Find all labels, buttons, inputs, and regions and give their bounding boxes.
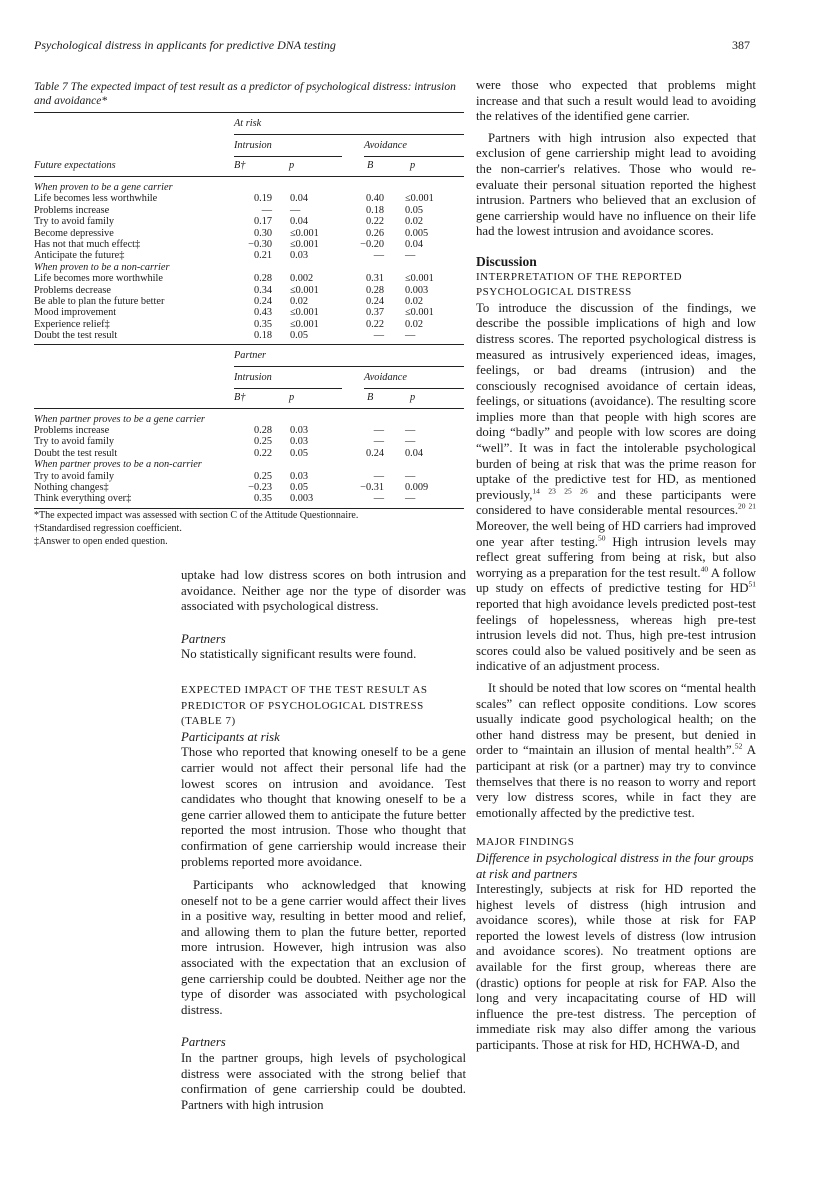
- table-rule: [34, 176, 464, 177]
- table-rule: [234, 134, 464, 135]
- intrusion-p: 0.002: [290, 273, 314, 285]
- table-rule: [234, 388, 342, 389]
- table-row-label: Problems increase: [34, 425, 110, 436]
- running-header: [34, 38, 750, 53]
- footnote-2: †Standardised regression coefficient.: [34, 523, 182, 534]
- running-title: Psychological distress in applicants for predictive DNA testing: [34, 38, 336, 52]
- avoidance-b: 0.18: [365, 204, 384, 216]
- table-row-label: Problems increase: [34, 204, 110, 216]
- interpretation-heading: INTERPRETATION OF THE REPORTED PSYCHOLOGICAL DISTRESS: [476, 270, 683, 299]
- intrusion-p: 0.05: [290, 482, 309, 493]
- avoidance-p: 0.02: [405, 296, 424, 307]
- table-group-title: When proven to be a gene carrier: [34, 182, 173, 193]
- avoidance-p: —: [405, 250, 416, 262]
- avoidance-b: 0.40: [365, 193, 384, 205]
- paragraph: Interestingly, subjects at risk for HD reported the highest levels of distress (high intrusion and avoidance scores), while those at risk for FAP reported the lowest levels of distress (low intrusion and avoidance scores). No treatment options are available for the first group, whereas there are (drastic) options for people at risk for FAP. Also the long and very incapacitating course of HD will influence the pre-test distress. The perception of immediate risk may also differ among the various participants. Those at risk for HD, HCHWA-D, and: [476, 882, 756, 1053]
- table-row-label: Doubt the test result: [34, 447, 118, 459]
- paragraph: To introduce the discussion of the findings, we describe the possible implications of high and low distress scores. The reported psychological distress is measured as intrusively experienced ideas, images, feelings, or bad dreams (intrusion) and the consciously recognised avoidance of certain ideas, feelings, or situations (avoidance). The resulting score implies more than that people with high scores are doing “badly” and people with low scores are doing “well”. It was in fact the intolerable psychological burden of being at risk that was the prime reason for uptake of the predictive test for HD, as mentioned previously,$^{14 23 25 26}$ and these participants were considered to have considerable mental resources.$^{20 21}$ Moreover, the well being of HD carriers had improved one year after testing.$^{50}$ High intrusion levels may reflect great suffering from being at risk, but also worrying as a preparation for the test result.$^{40}$ A follow up study on effects of predictive testing for HD$^{51}$ reported that high avoidance levels predicted post-test feelings of hopelessness, whereas high pre-test intrusion levels did not. Thus, high pre-test intrusion scores could also be valued positively and be seen as indicative of an adjustment process.: [476, 300, 757, 674]
- intrusion-p: ≤0.001: [290, 307, 319, 319]
- avoidance-p: 0.05: [405, 204, 424, 216]
- footnote-1: *The expected impact was assessed with section C of the Attitude Questionnaire.: [34, 510, 359, 521]
- intrusion-b: 0.17: [253, 216, 272, 228]
- p-header: p: [410, 160, 416, 171]
- subheading-partners-2: Partners: [181, 1035, 226, 1050]
- table-group-title: When proven to be a non-carrier: [34, 261, 170, 273]
- table-rule: [34, 508, 464, 509]
- avoidance-p: ≤0.001: [405, 193, 434, 205]
- paragraph: were those who expected that problems might increase and that such a result would lead to avoiding the relatives of the identified gene carrier.: [476, 78, 756, 124]
- avoidance-b: —: [373, 436, 384, 448]
- avoidance-p: —: [405, 425, 416, 436]
- intrusion-b: 0.18: [253, 330, 272, 342]
- table-rule: [364, 156, 464, 157]
- paragraph: It should be noted that low scores on “mental health scales” can reflect opposite conditions. Low scores usually indicate good psychological health; on the other hand distress may be present, but denied in order to “maintain an illusion of mental health”.$^{52}$ A participant at risk (or a partner) may try to convince themselves that there is no reason to worry and report very low distress scores, while in fact they are emotionally affected by the predictive test.: [476, 680, 756, 820]
- avoidance-b: 0.24: [365, 296, 384, 307]
- major-findings-heading: MAJOR FINDINGS: [476, 836, 575, 849]
- right-column: [476, 78, 756, 1054]
- table-rule: [364, 388, 464, 389]
- intrusion-p: 0.03: [290, 436, 309, 448]
- avoidance-p: ≤0.001: [405, 307, 434, 319]
- table-row-label: Experience relief‡: [34, 318, 110, 330]
- intrusion-p: 0.02: [290, 296, 309, 307]
- avoidance-p: 0.02: [405, 216, 424, 228]
- intrusion-p: 0.03: [290, 470, 309, 482]
- table-row-label: Life becomes less worthwhile: [34, 193, 158, 205]
- intrusion-b: −0.23: [248, 482, 272, 493]
- avoidance-b: −0.31: [360, 482, 384, 493]
- avoidance-b: 0.28: [365, 284, 384, 296]
- group-header: At risk: [234, 118, 262, 129]
- avoidance-p: 0.04: [405, 239, 424, 250]
- intrusion-b: 0.24: [253, 296, 272, 307]
- intrusion-b: 0.35: [253, 318, 272, 330]
- intrusion-b: 0.43: [253, 307, 272, 319]
- page-number: 387: [732, 38, 750, 52]
- intrusion-p: —: [290, 204, 301, 216]
- table-group-title: When partner proves to be a non-carrier: [34, 459, 202, 471]
- intrusion-p: ≤0.001: [290, 284, 319, 296]
- avoidance-b: 0.24: [365, 447, 384, 459]
- intrusion-p: 0.003: [290, 493, 314, 505]
- intrusion-p: ≤0.001: [290, 239, 319, 250]
- p-header: p: [289, 391, 295, 403]
- paragraph: No statistically significant results were found.: [181, 647, 417, 662]
- avoidance-p: 0.02: [405, 318, 424, 330]
- table-row-label: Anticipate the future‡: [34, 250, 125, 262]
- section-heading: EXPECTED IMPACT OF THE TEST RESULT AS PREDICTOR OF PSYCHOLOGICAL DISTRESS (TABLE 7): [181, 683, 428, 728]
- table-row-label: Nothing changes‡: [34, 482, 109, 493]
- avoidance-b: 0.31: [365, 273, 384, 285]
- subheading-partners: Partners: [181, 631, 226, 646]
- intrusion-p: 0.04: [290, 216, 309, 228]
- table-row-label: Doubt the test result: [34, 330, 118, 342]
- intrusion-p: ≤0.001: [290, 318, 319, 330]
- intrusion-b: 0.21: [253, 250, 272, 262]
- table-row-label: Life becomes more worthwhile: [34, 273, 163, 285]
- avoidance-p: —: [405, 493, 416, 505]
- avoidance-p: —: [405, 330, 416, 342]
- footnote-3: ‡Answer to open ended question.: [34, 536, 168, 547]
- avoidance-b: −0.20: [360, 239, 384, 250]
- intrusion-header: Intrusion: [234, 371, 272, 383]
- paragraph: Partners with high intrusion also expected that exclusion of gene carriership might lead to avoiding the non-carrier's relatives. Those who would re-evaluate their personal situation reported the highest intrusion. Partners who believed that an exclusion of gene carriership would have no influence on their life had the lowest intrusion and avoidance scores.: [476, 130, 756, 239]
- avoidance-b: —: [373, 330, 384, 342]
- discussion-heading: Discussion: [476, 253, 537, 269]
- avoidance-p: 0.04: [405, 447, 424, 459]
- intrusion-b: 0.25: [253, 470, 272, 482]
- table-row-label: Become depressive: [34, 227, 114, 239]
- avoidance-b: 0.26: [365, 227, 384, 239]
- table-row-label: Mood improvement: [34, 307, 117, 319]
- table-row-label: Problems decrease: [34, 284, 111, 296]
- intrusion-b: 0.28: [253, 425, 272, 436]
- b-header: B: [367, 391, 374, 403]
- intrusion-b: 0.35: [253, 493, 272, 505]
- intrusion-b: 0.34: [253, 284, 272, 296]
- intrusion-b: —: [261, 204, 272, 216]
- table-group-title: When partner proves to be a gene carrier: [34, 413, 205, 425]
- avoidance-header: Avoidance: [364, 371, 407, 383]
- avoidance-b: —: [373, 493, 384, 505]
- b-dagger-header: B†: [234, 391, 246, 403]
- avoidance-p: —: [405, 470, 416, 482]
- avoidance-b: 0.22: [365, 216, 384, 228]
- table-row-label: Try to avoid family: [34, 436, 114, 448]
- avoidance-p: —: [405, 436, 416, 448]
- intrusion-b: −0.30: [248, 239, 272, 250]
- avoidance-p: ≤0.001: [405, 273, 434, 285]
- intrusion-b: 0.28: [253, 273, 272, 285]
- difference-heading: Difference in psychological distress in the four groups at risk and partners: [476, 850, 754, 881]
- avoidance-b: —: [373, 470, 384, 482]
- intrusion-p: 0.05: [290, 447, 309, 459]
- table-rule: [34, 408, 464, 409]
- intrusion-b: 0.25: [253, 436, 272, 448]
- avoidance-b: 0.37: [365, 307, 384, 319]
- avoidance-b: 0.22: [365, 318, 384, 330]
- avoidance-p: 0.003: [405, 284, 429, 296]
- table-row-label: Try to avoid family: [34, 470, 114, 482]
- paragraph: In the partner groups, high levels of psychological distress were associated with the strong belief that confirmation of gene carriership could be doubted. Partners with high intrusion: [181, 1051, 466, 1112]
- intrusion-b: 0.30: [253, 227, 272, 239]
- avoidance-b: —: [373, 425, 384, 436]
- avoidance-b: —: [373, 250, 384, 262]
- table-rule: [34, 344, 464, 345]
- intrusion-header: Intrusion: [234, 140, 272, 151]
- intrusion-p: 0.03: [290, 425, 309, 436]
- table-rule: [234, 366, 464, 367]
- table-row-label: Think everything over‡: [34, 493, 132, 505]
- intrusion-p: 0.04: [290, 193, 309, 205]
- avoidance-header: Avoidance: [364, 140, 407, 151]
- paragraph: Participants who acknowledged that knowing oneself not to be a gene carrier would affect their lives in a positive way, resulting in better mood and relief, and allowing them to plan the future better, reported more intrusion. However, high intrusion was also associated with the expectation that an exclusion of gene carriership could be doubted. Neither age nor the type of disorder was associated with psychological distress.: [181, 878, 466, 1017]
- b-header: B: [367, 160, 374, 171]
- p-header: p: [410, 391, 416, 403]
- intrusion-b: 0.19: [253, 193, 272, 205]
- avoidance-p: 0.005: [405, 227, 429, 239]
- future-expectations-header: Future expectations: [34, 160, 116, 171]
- subheading-participants: Participants at risk: [181, 729, 280, 744]
- table-row-label: Try to avoid family: [34, 216, 114, 228]
- paragraph: uptake had low distress scores on both intrusion and avoidance. Neither age nor the type of disorder was associated with psychological distress.: [181, 568, 466, 614]
- avoidance-p: 0.009: [405, 482, 429, 493]
- b-dagger-header: B†: [234, 160, 246, 171]
- p-header: p: [289, 160, 295, 171]
- intrusion-p: ≤0.001: [290, 227, 319, 239]
- table-row-label: Be able to plan the future better: [34, 296, 165, 307]
- table-caption: Table 7 The expected impact of test result as a predictor of psychological distress: intrusion and avoidance*: [34, 81, 456, 107]
- table-row-label: Has not that much effect‡: [34, 239, 141, 250]
- left-column: [181, 568, 466, 1113]
- table-rule: [234, 156, 342, 157]
- table-rule: [34, 112, 464, 113]
- intrusion-b: 0.22: [253, 447, 272, 459]
- intrusion-p: 0.03: [290, 250, 309, 262]
- group-header: Partner: [234, 349, 267, 361]
- intrusion-p: 0.05: [290, 330, 309, 342]
- paragraph: Those who reported that knowing oneself to be a gene carrier would not affect their personal life had the lowest scores on intrusion and avoidance. Test candidates who thought that knowing oneself to be a gene carrier allowed them to anticipate the future better reported the most intrusion. Those who thought that confirmation of gene carriership would increase their problems reported more avoidance.: [181, 745, 466, 869]
